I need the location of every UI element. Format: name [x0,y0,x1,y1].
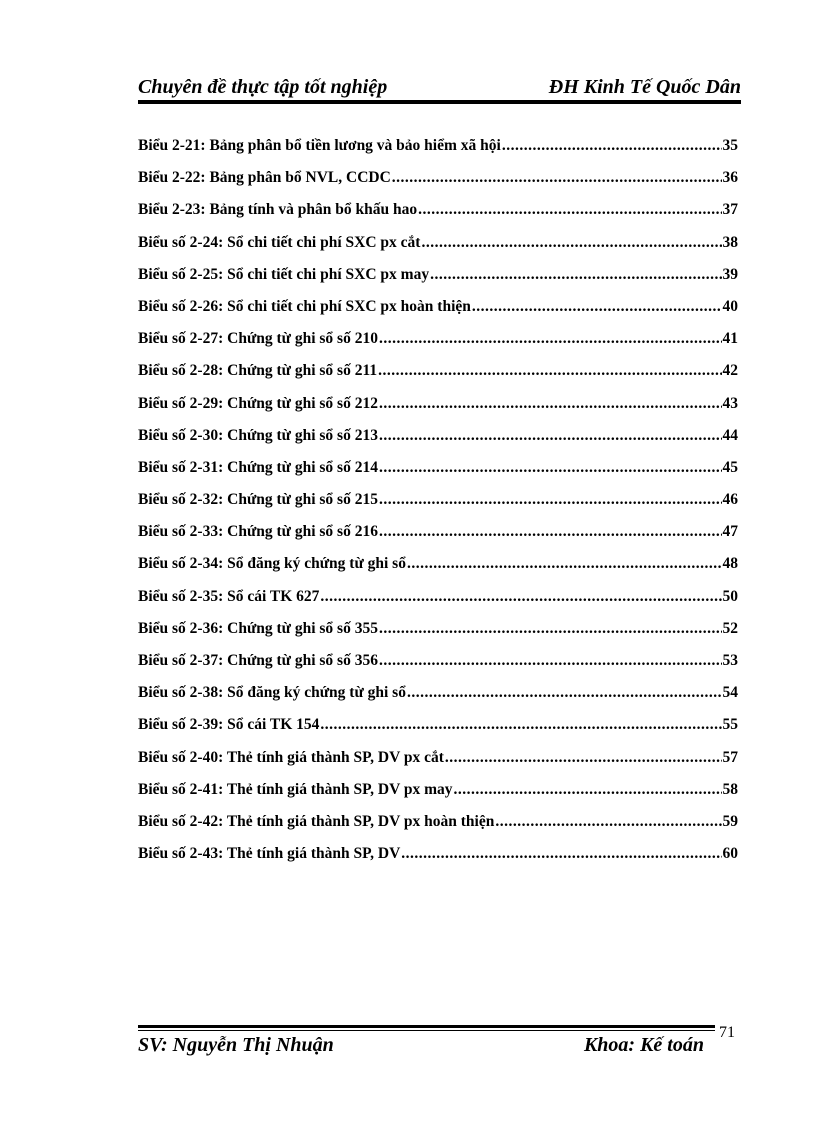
header-university: ĐH Kinh Tế Quốc Dân [548,76,741,98]
toc-entry-label: Biểu số 2-26: Sổ chi tiết chi phí SXC px hoàn thiện [138,297,471,315]
toc-dot-leader [430,259,721,291]
footer-divider-thin [138,1030,715,1031]
toc-dot-leader [379,452,722,484]
toc-dot-leader [379,323,722,355]
toc-entry-label: Biểu số 2-42: Thẻ tính giá thành SP, DV px hoàn thiện [138,812,495,830]
toc-dot-leader [495,806,721,838]
toc-entry[interactable] [138,291,738,323]
toc-entry[interactable] [138,774,738,806]
toc-entry-page: 59 [722,812,738,830]
toc-entry[interactable] [138,645,738,677]
toc-entry-label: Biểu 2-22: Bảng phân bổ NVL, CCDC [138,169,391,187]
toc-dot-leader [407,548,722,580]
toc-entry-page: 36 [722,169,738,187]
toc-dot-leader [454,774,722,806]
toc-entry[interactable] [138,162,738,194]
toc-dot-leader [472,291,722,323]
toc-dot-leader [502,130,722,162]
footer-divider [138,1025,715,1028]
toc-entry-page: 40 [722,297,738,315]
toc-entry[interactable] [138,709,738,741]
toc-entry-label: Biểu số 2-35: Sổ cái TK 627 [138,587,320,605]
toc-entry-page: 43 [722,394,738,412]
toc-entry[interactable] [138,452,738,484]
toc-entry-page: 45 [722,458,738,476]
toc-entry[interactable] [138,806,738,838]
footer-student: SV: Nguyễn Thị Nhuận [138,1034,334,1056]
toc-dot-leader [392,162,722,194]
footer-department: Khoa: Kế toán [583,1034,704,1056]
toc-dot-leader [407,677,722,709]
toc-dot-leader [445,742,722,774]
toc-dot-leader [379,420,722,452]
toc-entry-label: Biểu số 2-32: Chứng từ ghi sổ số 215 [138,491,378,509]
toc-entry-label: Biểu số 2-43: Thẻ tính giá thành SP, DV [138,845,401,863]
toc-dot-leader [320,581,721,613]
toc-entry-label: Biểu số 2-29: Chứng từ ghi sổ số 212 [138,394,378,412]
toc-entry[interactable] [138,420,738,452]
toc-entry[interactable] [138,484,738,516]
toc-entry[interactable] [138,581,738,613]
toc-entry[interactable] [138,677,738,709]
toc-entry[interactable] [138,227,738,259]
toc-entry-page: 37 [722,201,738,219]
toc-entry-page: 47 [722,523,738,541]
toc-dot-leader [421,227,721,259]
toc-dot-leader [379,613,722,645]
header-divider [138,100,741,104]
toc-entry-label: Biểu số 2-34: Sổ đăng ký chứng từ ghi sổ [138,555,406,573]
toc-entry-page: 44 [722,426,738,444]
toc-entry[interactable] [138,838,738,870]
toc-entry-label: Biểu số 2-36: Chứng từ ghi sổ số 355 [138,619,378,637]
toc-dot-leader [378,355,721,387]
toc-entry[interactable] [138,548,738,580]
toc-entry-page: 35 [722,137,738,154]
toc-dot-leader [379,645,722,677]
toc-entry-label: Biểu số 2-25: Sổ chi tiết chi phí SXC px may [138,265,430,283]
toc-entry-label: Biểu số 2-38: Sổ đăng ký chứng từ ghi sổ [138,684,406,702]
toc-entry-label: Biểu số 2-41: Thẻ tính giá thành SP, DV px may [138,780,453,798]
toc-dot-leader [320,709,721,741]
toc-entry[interactable] [138,516,738,548]
toc-entry-label: Biểu số 2-24: Sổ chi tiết chi phí SXC px cắt [138,233,421,251]
toc-entry[interactable] [138,388,738,420]
toc-entry[interactable] [138,742,738,774]
toc-entry-label: Biểu số 2-39: Sổ cái TK 154 [138,716,320,734]
toc-entry-page: 46 [722,491,738,509]
toc-entry-page: 55 [722,716,738,734]
toc-dot-leader [379,484,722,516]
toc-entry-page: 60 [722,845,738,863]
header-title: Chuyên đề thực tập tốt nghiệp [138,76,388,98]
toc-dot-leader [418,194,721,226]
toc-entry-label: Biểu số 2-30: Chứng từ ghi sổ số 213 [138,426,378,444]
toc-entry-label: Biểu 2-21: Bảng phân bổ tiền lương và bảo hiểm xã hội [138,137,501,154]
toc-entry[interactable] [138,613,738,645]
toc-entry[interactable] [138,194,738,226]
toc-entry-page: 57 [722,748,738,766]
toc-entry-page: 42 [722,362,738,380]
toc-entry-label: Biểu 2-23: Bảng tính và phân bổ khấu hao [138,201,418,219]
toc-entry-page: 48 [722,555,738,573]
table-of-contents [138,130,738,870]
toc-entry-page: 50 [722,587,738,605]
toc-entry-label: Biểu số 2-37: Chứng từ ghi sổ số 356 [138,652,378,669]
toc-entry-label: Biểu số 2-40: Thẻ tính giá thành SP, DV px cắt [138,748,444,766]
toc-entry-page: 58 [722,780,738,798]
page-footer [138,1034,704,1064]
toc-entry-label: Biểu số 2-28: Chứng từ ghi sổ số 211 [138,362,378,380]
toc-entry-label: Biểu số 2-27: Chứng từ ghi sổ số 210 [138,330,378,348]
toc-entry-page: 41 [722,330,738,348]
toc-entry-label: Biểu số 2-31: Chứng từ ghi sổ số 214 [138,458,378,476]
toc-dot-leader [379,516,722,548]
toc-entry-label: Biểu số 2-33: Chứng từ ghi sổ số 216 [138,523,378,541]
toc-entry[interactable] [138,130,738,162]
toc-entry[interactable] [138,323,738,355]
toc-entry-page: 39 [722,265,738,283]
toc-entry-page: 53 [722,652,738,669]
toc-entry[interactable] [138,355,738,387]
toc-entry-page: 38 [722,233,738,251]
toc-entry-page: 54 [722,684,738,702]
page-header [138,72,741,102]
page-number: 71 [719,1024,735,1041]
toc-dot-leader [401,838,721,870]
toc-dot-leader [379,388,722,420]
toc-entry-page: 52 [722,619,738,637]
toc-entry[interactable] [138,259,738,291]
